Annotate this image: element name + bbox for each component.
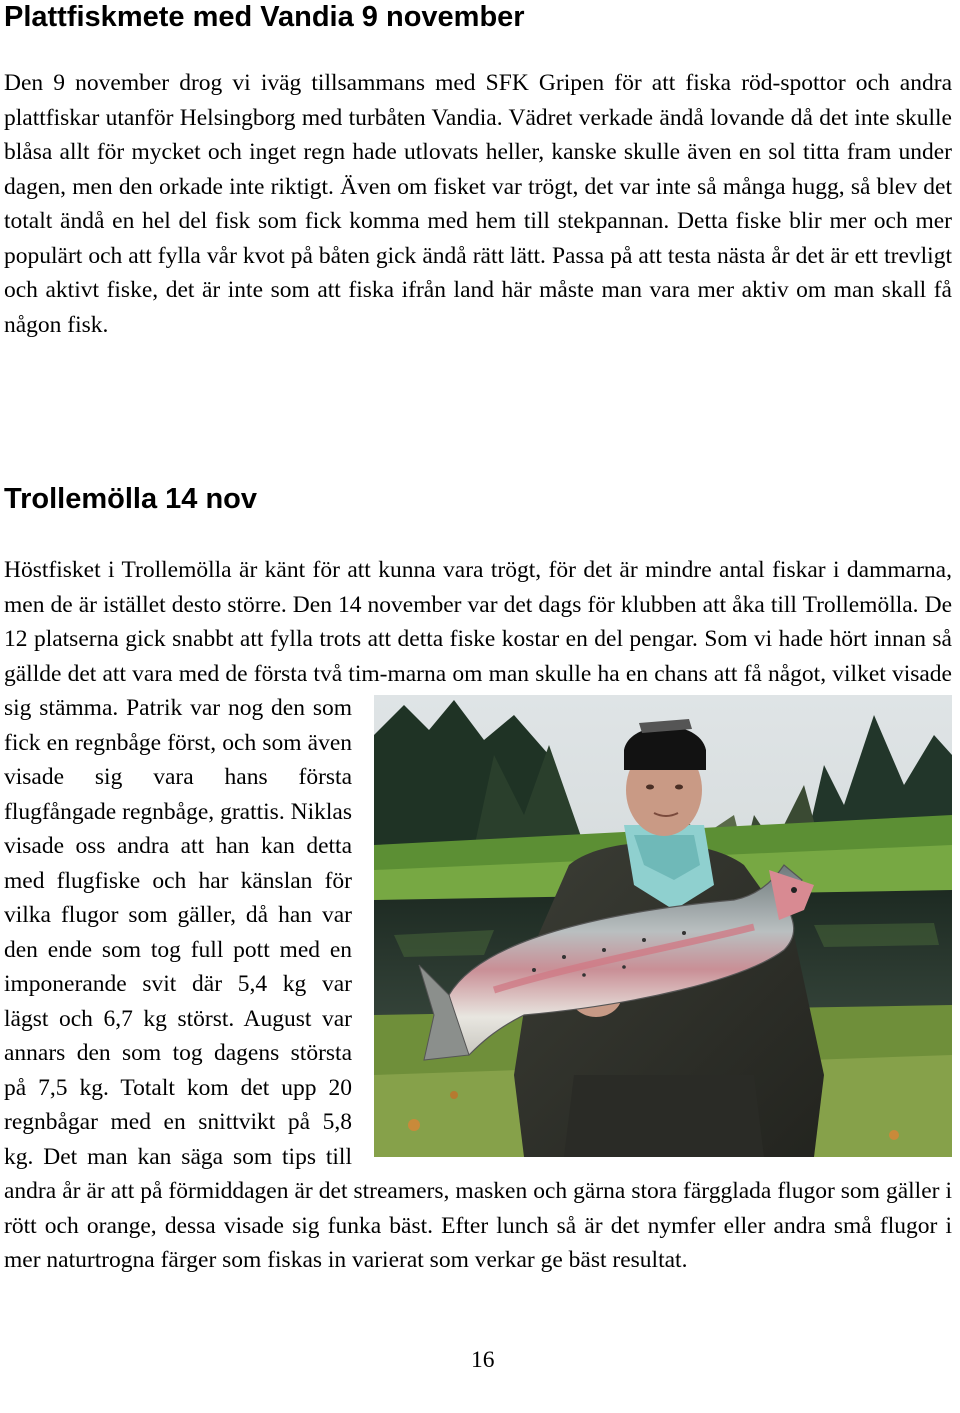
article-body-trollemolla-wrapper [4,553,952,1278]
article-title-trollemolla: Trollemölla 14 nov [4,483,258,515]
article-body-trollemolla: Höstfisket i Trollemölla är känt för att kunna vara trögt, för det är mindre antal fiskar i dammarna, men de är istället desto större. Den 14 november var det dags för klubben att åka till Trollemölla. De 12 platserna gick snabbt att fylla trots att detta fiske kostar en del pengar. Som vi hade hört innan så gällde det att vara med de första två tim-marna om man skulle ha en chans att få något, vilket visade sig stämma. Patrik var nog den som fick en regnbåge först, och som även visade sig vara hans första flugfångade regnbåge, grattis. Niklas visade oss andra att han kan detta med flugfiske och har känslan för vilka flugor som gäller, då han var den ende som tog full pott med en imponerande svit där 5,4 kg var lägst och 6,7 kg störst. August var annars den som tog dagens största på 7,5 kg. Totalt kom det upp 20 regnbågar med en snittvikt på 5,8 kg. Det man kan säga som tips till andra år är att på förmiddagen är det streamers, masken och gärna stora färgglada flugor som gäller i rött och orange, dessa visade sig funka bäst. Efter lunch så är det nymfer eller andra små flugor i mer naturtrogna färger som fiskas in varierat som verkar ge bäst resultat. [4,557,952,1273]
article-title-plattfiskmete: Plattfiskmete med Vandia 9 november [4,1,525,33]
article-body-plattfiskmete: Den 9 november drog vi iväg tillsammans med SFK Gripen för att fiska röd-spottor och andra plattfiskar utanför Helsingborg med turbåten Vandia. Vädret verkade ändå lovande då det inte skulle blåsa allt för mycket och inget regn hade utlovats heller, kanske skulle även en sol titta fram under dagen, men den orkade inte riktigt. Även om fisket var trögt, det var inte så många hugg, så blev det totalt ändå en hel del fisk som fick komma med hem till stekpannan. Detta fiske blir mer och mer populärt och att fylla vår kvot på båten gick ändå rätt lätt. Passa på att testa nästa år det är ett trevligt och aktivt fiske, det är inte som att fiska ifrån land här måste man vara mer aktiv om man skall få någon fisk. [4,70,952,338]
angler-trout-photo [374,695,952,1157]
page-number: 16 [471,1347,495,1373]
